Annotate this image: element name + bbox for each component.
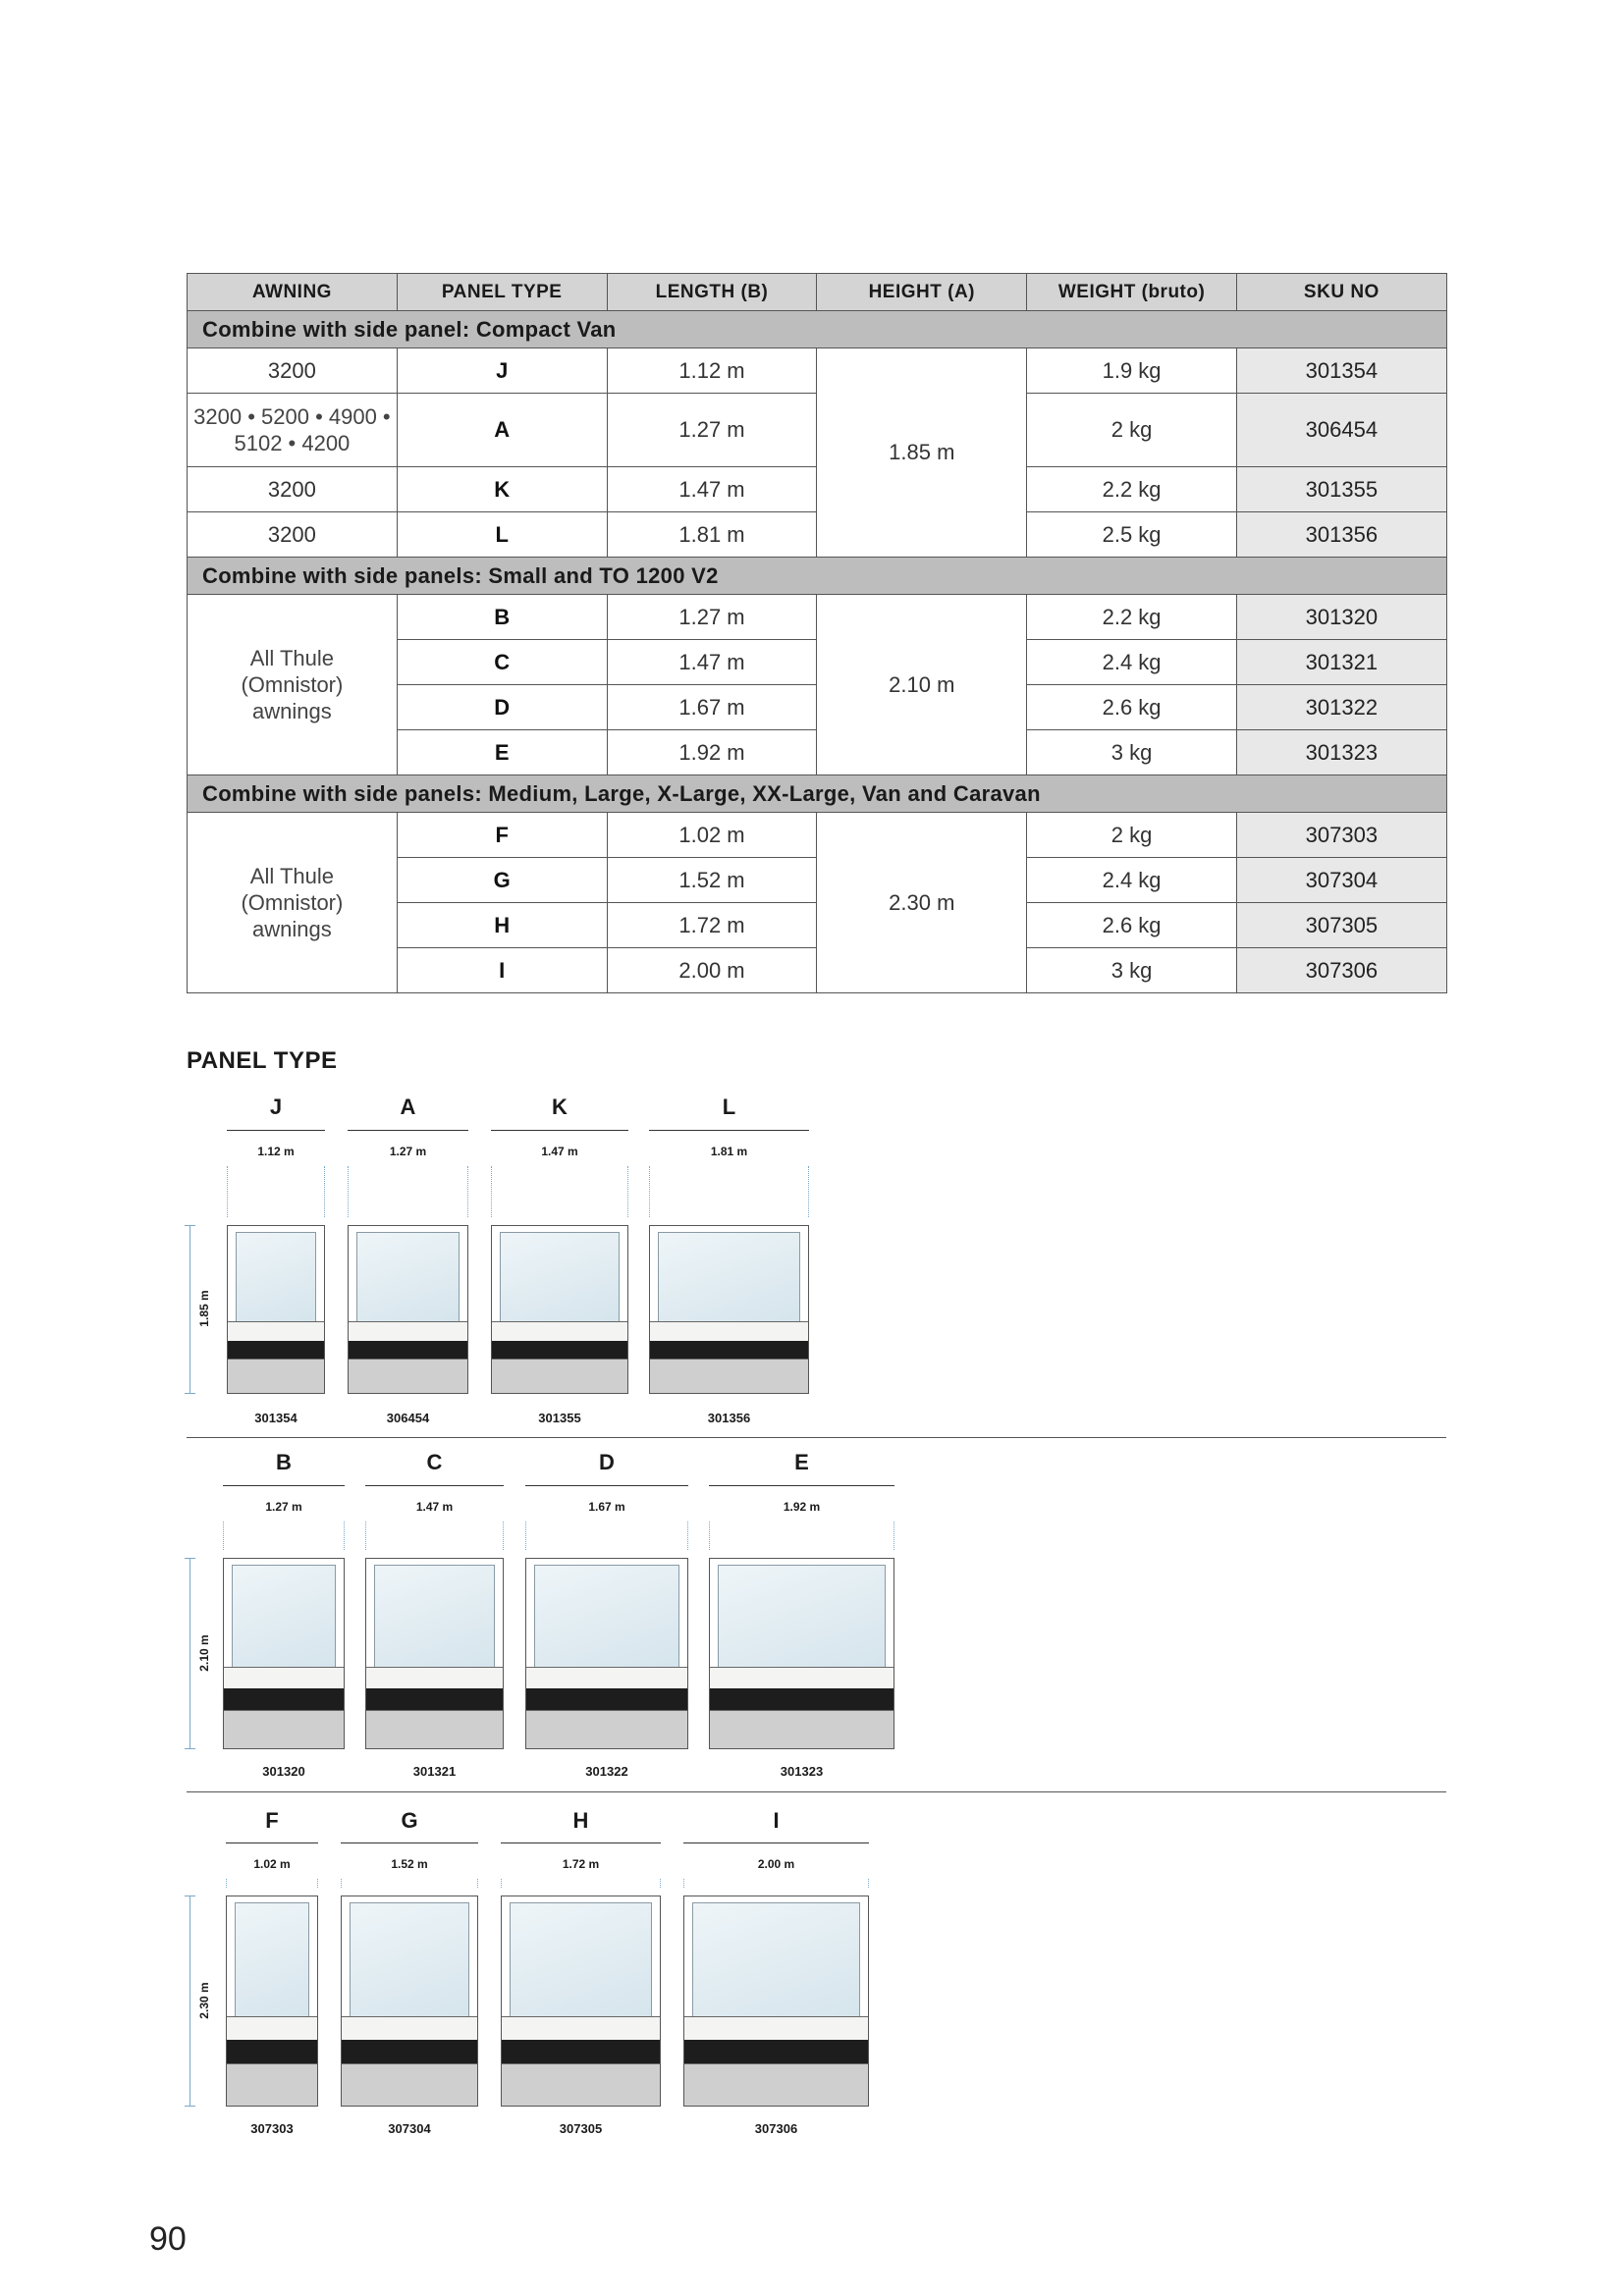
panel-type-heading: PANEL TYPE: [187, 1047, 338, 1074]
header-length: LENGTH (B): [607, 274, 817, 311]
panel-dark-band: [502, 2040, 660, 2063]
panel-sku: 307303: [250, 2121, 294, 2136]
length-guide-left: [501, 1879, 502, 1888]
panel-letter: F: [265, 1808, 279, 1833]
length-dimension-line: [341, 1842, 478, 1843]
side-panel: [365, 1558, 504, 1749]
panel-length: 1.27 m: [265, 1500, 302, 1514]
window-glass: [510, 1902, 652, 2023]
window-glass: [692, 1902, 860, 2023]
panel-sku: 301323: [780, 1764, 824, 1779]
side-panel: [348, 1225, 468, 1394]
panel-letter: E: [794, 1450, 809, 1474]
side-panel: [525, 1558, 688, 1749]
cell-weight: 2.2 kg: [1027, 595, 1237, 640]
cell-awning: [188, 595, 398, 775]
length-dimension-line: [501, 1842, 661, 1843]
length-guide-left: [226, 1879, 227, 1888]
length-guide-right: [344, 1522, 345, 1550]
divider: [187, 1437, 1446, 1438]
panel-sku: 301354: [254, 1411, 298, 1425]
header-height: HEIGHT (A): [817, 274, 1027, 311]
table-row: [188, 595, 1447, 640]
panel-sku: 301321: [412, 1764, 457, 1779]
panel-letter: G: [401, 1808, 418, 1833]
length-dimension-line: [525, 1485, 688, 1486]
cell-sku: 301322: [1236, 685, 1446, 730]
panel-dark-band: [342, 2040, 477, 2063]
length-guide-right: [477, 1879, 478, 1888]
cell-weight: 3 kg: [1027, 948, 1237, 993]
panel-strip: [224, 1667, 344, 1689]
panel-bottom: [492, 1359, 627, 1393]
cell-length: 1.47 m: [607, 640, 817, 685]
cell-length: 1.52 m: [607, 858, 817, 903]
panel-strip: [228, 1321, 324, 1342]
window-glass: [236, 1232, 316, 1323]
length-guide-right: [317, 1879, 318, 1888]
panel-letter: H: [572, 1808, 589, 1833]
cell-sku: 307306: [1236, 948, 1446, 993]
cell-length: 1.67 m: [607, 685, 817, 730]
cell-awning: [188, 813, 398, 993]
window-glass: [718, 1565, 886, 1671]
panel-sku: 301356: [707, 1411, 751, 1425]
cell-panel-type: J: [397, 348, 607, 394]
cell-weight: 1.9 kg: [1027, 348, 1237, 394]
cell-panel-type: F: [397, 813, 607, 858]
length-guide-right: [687, 1522, 688, 1550]
side-panel: [227, 1225, 325, 1394]
cell-length: 1.12 m: [607, 348, 817, 394]
panel-dark-band: [526, 1688, 687, 1710]
header-sku: SKU NO: [1236, 274, 1446, 311]
cell-sku: 301320: [1236, 595, 1446, 640]
panel-length: 1.47 m: [541, 1145, 578, 1158]
cell-awning: 3200: [188, 467, 398, 512]
panel-length: 1.12 m: [257, 1145, 295, 1158]
panel-bottom: [227, 2063, 317, 2106]
panel-letter: J: [269, 1095, 283, 1119]
header-weight: WEIGHT (bruto): [1027, 274, 1237, 311]
height-dimension-bar: [189, 1225, 190, 1394]
cell-awning: 3200: [188, 512, 398, 558]
panel-dark-band: [710, 1688, 893, 1710]
cell-height: 2.30 m: [817, 813, 1027, 993]
length-dimension-line: [649, 1130, 809, 1131]
panel-length: 1.52 m: [391, 1857, 428, 1871]
side-panel: [341, 1896, 478, 2107]
cell-height: 2.10 m: [817, 595, 1027, 775]
length-guide-left: [365, 1522, 366, 1550]
panel-bottom: [366, 1710, 503, 1748]
cell-weight: 2.5 kg: [1027, 512, 1237, 558]
panel-bottom: [228, 1359, 324, 1393]
panel-strip: [684, 2016, 868, 2041]
panel-strip: [342, 2016, 477, 2041]
panel-strip: [650, 1321, 808, 1342]
cell-sku: 306454: [1236, 394, 1446, 467]
panel-bottom: [349, 1359, 467, 1393]
cell-panel-type: K: [397, 467, 607, 512]
window-glass: [658, 1232, 800, 1323]
height-dimension-bar: [189, 1558, 190, 1749]
section-title-row: [188, 775, 1447, 813]
cell-height: 1.85 m: [817, 348, 1027, 558]
panel-length: 2.00 m: [757, 1857, 795, 1871]
panel-dark-band: [366, 1688, 503, 1710]
length-dimension-line: [683, 1842, 869, 1843]
panel-length: 1.81 m: [710, 1145, 748, 1158]
side-panel: [683, 1896, 869, 2107]
length-guide-left: [525, 1522, 526, 1550]
cell-weight: 3 kg: [1027, 730, 1237, 775]
panel-letter: C: [426, 1450, 443, 1474]
awning-text: All Thule (Omnistor) awnings: [241, 864, 344, 941]
length-guide-left: [348, 1166, 349, 1217]
cell-sku: 307305: [1236, 903, 1446, 948]
length-dimension-line: [709, 1485, 894, 1486]
section-title-row: [188, 558, 1447, 595]
panel-letter: B: [276, 1450, 292, 1474]
cell-sku: 307303: [1236, 813, 1446, 858]
side-panel: [649, 1225, 809, 1394]
cell-panel-type: D: [397, 685, 607, 730]
length-dimension-line: [223, 1485, 345, 1486]
panel-sku: 306454: [386, 1411, 430, 1425]
panel-dark-band: [650, 1341, 808, 1359]
cell-sku: 301323: [1236, 730, 1446, 775]
panel-length: 1.47 m: [415, 1500, 454, 1514]
panel-length: 1.02 m: [253, 1857, 291, 1871]
height-label: 2.10 m: [197, 1633, 211, 1672]
awning-text: All Thule (Omnistor) awnings: [241, 646, 344, 723]
panel-sku: 307306: [754, 2121, 798, 2136]
panel-strip: [366, 1667, 503, 1689]
panel-strip: [227, 2016, 317, 2041]
panel-sku: 301322: [585, 1764, 628, 1779]
cell-length: 1.72 m: [607, 903, 817, 948]
window-glass: [500, 1232, 620, 1323]
section-title: Combine with side panels: Medium, Large, X-Large, XX-Large, Van and Caravan: [188, 775, 1447, 813]
panel-strip: [526, 1667, 687, 1689]
side-panel: [501, 1896, 661, 2107]
cell-weight: 2.4 kg: [1027, 858, 1237, 903]
window-glass: [534, 1565, 679, 1671]
side-panel: [709, 1558, 894, 1749]
panel-letter: L: [722, 1095, 736, 1119]
length-guide-right: [660, 1879, 661, 1888]
length-guide-right: [808, 1166, 809, 1217]
panel-bottom: [526, 1710, 687, 1748]
cell-length: 1.81 m: [607, 512, 817, 558]
panel-dark-band: [227, 2040, 317, 2063]
length-guide-left: [223, 1522, 224, 1550]
length-guide-right: [893, 1522, 894, 1550]
length-dimension-line: [365, 1485, 504, 1486]
cell-weight: 2.4 kg: [1027, 640, 1237, 685]
panel-length: 1.67 m: [588, 1500, 625, 1514]
section-title-row: [188, 311, 1447, 348]
panel-sku: 301320: [262, 1764, 305, 1779]
cell-weight: 2 kg: [1027, 394, 1237, 467]
length-guide-left: [227, 1166, 228, 1217]
cell-length: 1.27 m: [607, 394, 817, 467]
window-glass: [232, 1565, 336, 1671]
table-header-row: [188, 274, 1447, 311]
panel-letter: D: [599, 1450, 615, 1474]
cell-sku: 301355: [1236, 467, 1446, 512]
panel-dark-band: [492, 1341, 627, 1359]
cell-sku: 301354: [1236, 348, 1446, 394]
panel-dark-band: [349, 1341, 467, 1359]
cell-panel-type: C: [397, 640, 607, 685]
cell-length: 1.92 m: [607, 730, 817, 775]
cell-sku: 301321: [1236, 640, 1446, 685]
table-row: [188, 813, 1447, 858]
cell-sku: 307304: [1236, 858, 1446, 903]
length-dimension-line: [226, 1842, 318, 1843]
panel-sku: 301355: [538, 1411, 581, 1425]
cell-length: 2.00 m: [607, 948, 817, 993]
cell-panel-type: L: [397, 512, 607, 558]
cell-panel-type: E: [397, 730, 607, 775]
section-title: Combine with side panel: Compact Van: [188, 311, 1447, 348]
window-glass: [235, 1902, 309, 2023]
section-title: Combine with side panels: Small and TO 1200 V2: [188, 558, 1447, 595]
length-guide-right: [868, 1879, 869, 1888]
panel-sku: 307304: [388, 2121, 431, 2136]
length-guide-left: [709, 1522, 710, 1550]
length-dimension-line: [227, 1130, 325, 1131]
panel-bottom: [650, 1359, 808, 1393]
panel-dark-band: [224, 1688, 344, 1710]
divider: [187, 1791, 1446, 1792]
window-glass: [356, 1232, 460, 1323]
panel-strip: [349, 1321, 467, 1342]
cell-weight: 2 kg: [1027, 813, 1237, 858]
length-guide-right: [627, 1166, 628, 1217]
panel-dark-band: [228, 1341, 324, 1359]
cell-weight: 2.6 kg: [1027, 903, 1237, 948]
length-guide-right: [324, 1166, 325, 1217]
cell-weight: 2.2 kg: [1027, 467, 1237, 512]
header-panel-type: PANEL TYPE: [397, 274, 607, 311]
height-dimension-bar: [189, 1896, 190, 2107]
panel-dark-band: [684, 2040, 868, 2063]
panel-letter: A: [400, 1095, 416, 1119]
panel-letter: K: [552, 1095, 568, 1119]
cell-panel-type: G: [397, 858, 607, 903]
panel-strip: [502, 2016, 660, 2041]
panel-bottom: [684, 2063, 868, 2106]
panel-length: 1.92 m: [783, 1500, 821, 1514]
length-guide-right: [467, 1166, 468, 1217]
length-dimension-line: [491, 1130, 628, 1131]
panel-bottom: [710, 1710, 893, 1748]
header-awning: AWNING: [188, 274, 398, 311]
length-guide-left: [683, 1879, 684, 1888]
length-guide-left: [649, 1166, 650, 1217]
length-guide-left: [341, 1879, 342, 1888]
length-guide-left: [491, 1166, 492, 1217]
panel-sku: 307305: [559, 2121, 603, 2136]
cell-weight: 2.6 kg: [1027, 685, 1237, 730]
cell-panel-type: I: [397, 948, 607, 993]
panel-strip: [710, 1667, 893, 1689]
panel-strip: [492, 1321, 627, 1342]
panel-length: 1.27 m: [389, 1145, 427, 1158]
cell-panel-type: H: [397, 903, 607, 948]
panel-length: 1.72 m: [562, 1857, 600, 1871]
cell-panel-type: A: [397, 394, 607, 467]
cell-awning: 3200 • 5200 • 4900 • 5102 • 4200: [188, 394, 398, 467]
height-label: 1.85 m: [197, 1290, 211, 1327]
window-glass: [350, 1902, 469, 2023]
side-panel: [226, 1896, 318, 2107]
cell-length: 1.02 m: [607, 813, 817, 858]
cell-length: 1.47 m: [607, 467, 817, 512]
spec-table: [187, 273, 1447, 993]
panel-bottom: [502, 2063, 660, 2106]
table-row: [188, 348, 1447, 394]
panel-bottom: [342, 2063, 477, 2106]
length-dimension-line: [348, 1130, 468, 1131]
cell-panel-type: B: [397, 595, 607, 640]
side-panel: [491, 1225, 628, 1394]
panel-letter: I: [773, 1808, 780, 1833]
cell-length: 1.27 m: [607, 595, 817, 640]
panel-bottom: [224, 1710, 344, 1748]
length-guide-right: [503, 1522, 504, 1550]
cell-awning: 3200: [188, 348, 398, 394]
side-panel: [223, 1558, 345, 1749]
cell-sku: 301356: [1236, 512, 1446, 558]
window-glass: [374, 1565, 495, 1671]
page-number: 90: [149, 2220, 187, 2258]
height-label: 2.30 m: [197, 1981, 211, 2019]
